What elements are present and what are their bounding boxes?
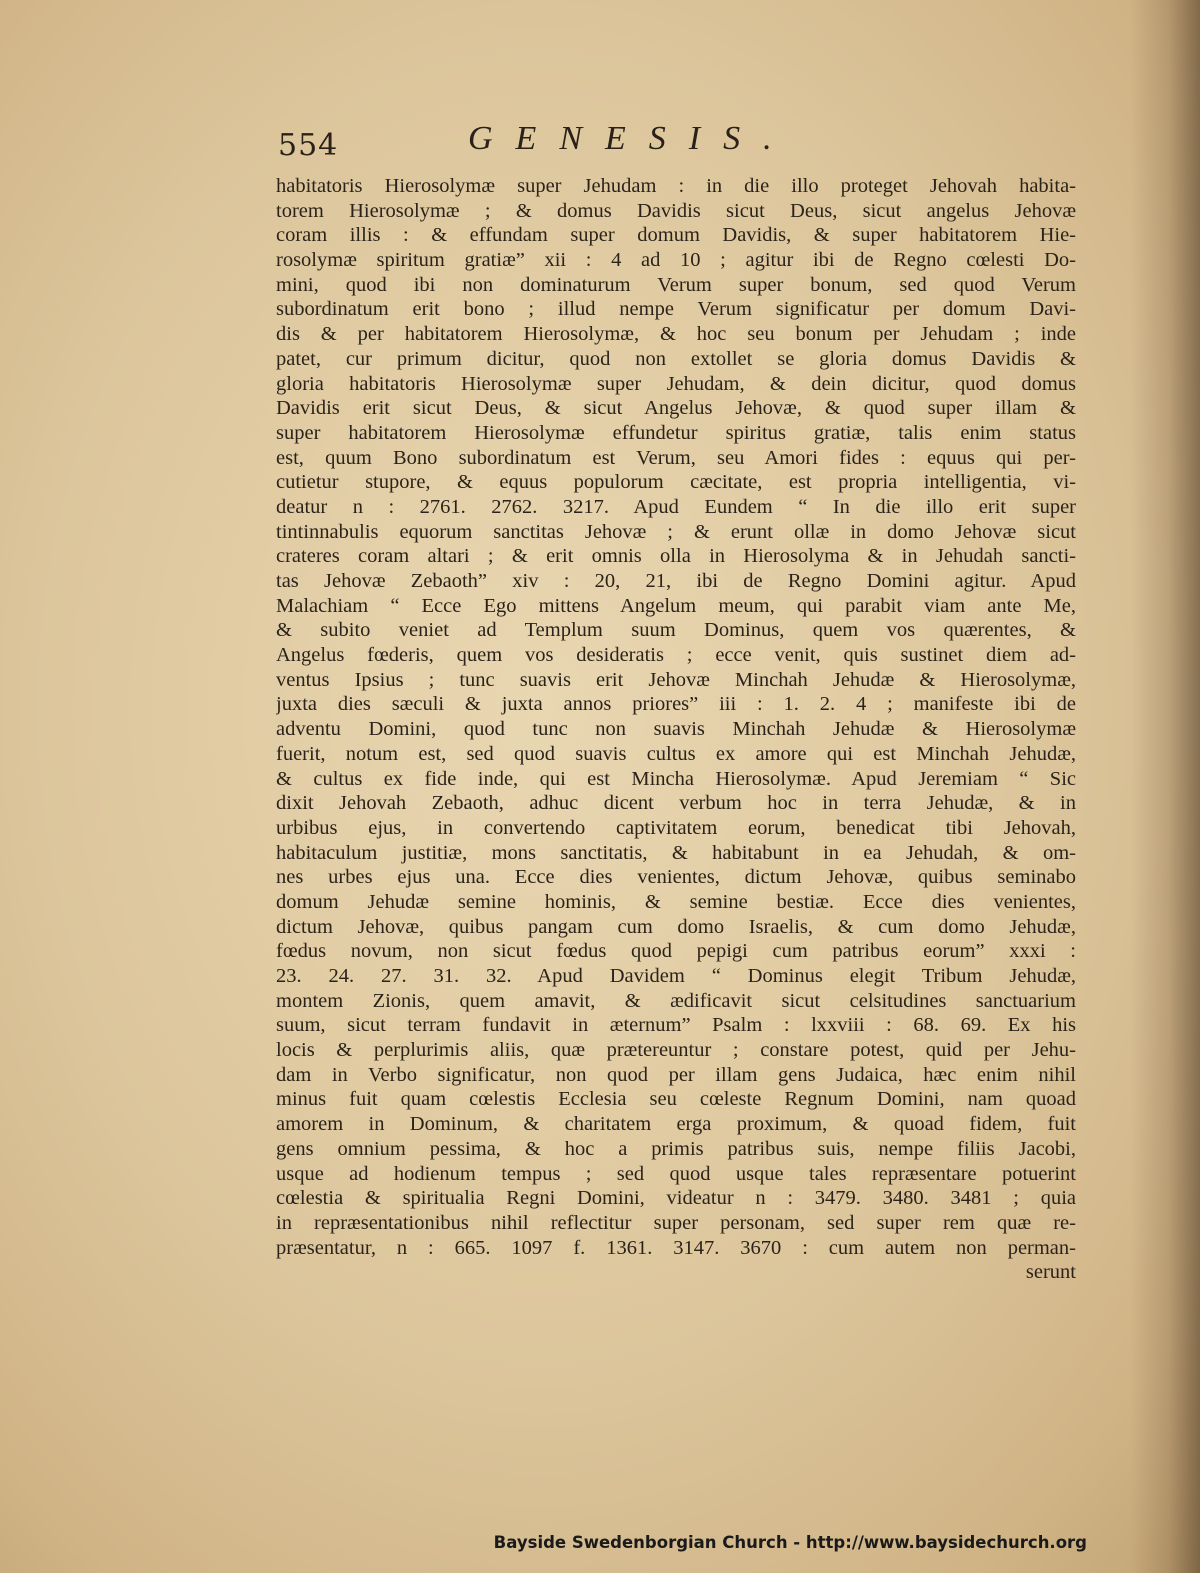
text-line: minus fuit quam cœlestis Ecclesia seu cœleste Regnum Domini, nam quoad <box>276 1088 1076 1111</box>
text-line: dictum Jehovæ, quibus pangam cum domo Israelis, & cum domo Jehudæ, <box>276 915 1076 938</box>
text-line: fuerit, notum est, sed quod suavis cultus ex amore qui est Minchah Jehudæ, <box>276 742 1076 765</box>
page-number: 554 <box>278 128 339 163</box>
text-line: dis & per habitatorem Hierosolymæ, & hoc seu bonum per Jehudam ; inde <box>276 323 1076 346</box>
running-title: GENESIS. <box>468 120 795 157</box>
text-line: rosolymæ spiritum gratiæ” xii : 4 ad 10 ; agitur ibi de Regno cœlesti Do- <box>276 249 1076 272</box>
text-line: adventu Domini, quod tunc non suavis Minchah Jehudæ & Hierosolymæ <box>276 718 1076 741</box>
text-line: dixit Jehovah Zebaoth, adhuc dicent verbum hoc in terra Jehudæ, & in <box>276 792 1076 815</box>
text-line: 23. 24. 27. 31. 32. Apud Davidem “ Dominus elegit Tribum Jehudæ, <box>276 965 1076 987</box>
text-line: dam in Verbo significatur, non quod per illam gens Judaica, hæc enim nihil <box>276 1063 1076 1086</box>
text-line: fœdus novum, non sicut fœdus quod pepigi cum patribus eorum” xxxi : <box>276 940 1076 963</box>
text-line: cœlestia & spiritualia Regni Domini, videatur n : 3479. 3480. 3481 ; quia <box>276 1187 1076 1210</box>
credit-watermark: Bayside Swedenborgian Church - http://www.baysidechurch.org <box>493 1533 1087 1552</box>
body-text <box>276 174 1076 1285</box>
text-line: crateres coram altari ; & erit omnis olla in Hierosolyma & in Jehudah sancti- <box>276 545 1076 568</box>
text-line: Davidis erit sicut Deus, & sicut Angelus Jehovæ, & quod super illam & <box>276 397 1076 420</box>
text-line: præsentatur, n : 665. 1097 f. 1361. 3147. 3670 : cum autem non perman- <box>276 1236 1076 1259</box>
text-line: habitaculum justitiæ, mons sanctitatis, & habitabunt in ea Jehudah, & om- <box>276 841 1076 864</box>
text-line: juxta dies sæculi & juxta annos priores” iii : 1. 2. 4 ; manifeste ibi de <box>276 693 1076 716</box>
text-line: & cultus ex fide inde, qui est Mincha Hierosolymæ. Apud Jeremiam “ Sic <box>276 767 1076 790</box>
text-line: urbibus ejus, in convertendo captivitatem eorum, benedicat tibi Jehovah, <box>276 816 1076 839</box>
text-line: & subito veniet ad Templum suum Dominus, quem vos quærentes, & <box>276 619 1076 642</box>
text-line: gloria habitatoris Hierosolymæ super Jehudam, & dein dicitur, quod domus <box>276 372 1076 395</box>
text-line: usque ad hodienum tempus ; sed quod usque tales repræsentare potuerint <box>276 1162 1076 1185</box>
text-line: locis & perplurimis aliis, quæ prætereuntur ; constare potest, quid per Jehu- <box>276 1039 1076 1062</box>
text-line: suum, sicut terram fundavit in æternum” Psalm : lxxviii : 68. 69. Ex his <box>276 1014 1076 1037</box>
text-line: tas Jehovæ Zebaoth” xiv : 20, 21, ibi de Regno Domini agitur. Apud <box>276 570 1076 592</box>
text-line: montem Zionis, quem amavit, & ædificavit sicut celsitudines sanctuarium <box>276 989 1076 1012</box>
text-line: Angelus fœderis, quem vos desideratis ; ecce venit, quis sustinet diem ad- <box>276 644 1076 667</box>
text-line: in repræsentationibus nihil reflectitur super personam, sed super rem quæ re- <box>276 1211 1076 1234</box>
text-line: amorem in Dominum, & charitatem erga proximum, & quoad fidem, fuit <box>276 1113 1076 1136</box>
text-line: super habitatorem Hierosolymæ effundetur spiritus gratiæ, talis enim status <box>276 421 1076 444</box>
text-line: ventus Ipsius ; tunc suavis erit Jehovæ Minchah Jehudæ & Hierosolymæ, <box>276 668 1076 691</box>
text-line: nes urbes ejus una. Ecce dies venientes, dictum Jehovæ, quibus seminabo <box>276 866 1076 889</box>
text-line: deatur n : 2761. 2762. 3217. Apud Eundem “ In die illo erit super <box>276 495 1076 518</box>
text-line: habitatoris Hierosolymæ super Jehudam : in die illo proteget Jehovah habita- <box>276 175 1076 197</box>
text-line: cutietur stupore, & equus populorum cæcitate, est propria intelligentia, vi- <box>276 471 1076 494</box>
text-line: serunt <box>1025 1261 1076 1284</box>
text-line: tintinnabulis equorum sanctitas Jehovæ ; & erunt ollæ in domo Jehovæ sicut <box>276 520 1076 543</box>
text-line: gens omnium pessima, & hoc a primis patribus suis, nempe filiis Jacobi, <box>276 1137 1076 1160</box>
text-line: domum Jehudæ semine hominis, & semine bestiæ. Ecce dies venientes, <box>276 890 1076 913</box>
text-line: coram illis : & effundam super domum Davidis, & super habitatorem Hie- <box>276 224 1076 247</box>
text-line: torem Hierosolymæ ; & domus Davidis sicut Deus, sicut angelus Jehovæ <box>276 199 1076 222</box>
text-line: Malachiam “ Ecce Ego mittens Angelum meum, qui parabit viam ante Me, <box>276 594 1076 617</box>
text-line: est, quum Bono subordinatum est Verum, seu Amori fides : equus qui per- <box>276 446 1076 469</box>
text-line: patet, cur primum dicitur, quod non extollet se gloria domus Davidis & <box>276 347 1076 370</box>
text-line: mini, quod ibi non dominaturum Verum super bonum, sed quod Verum <box>276 273 1076 296</box>
binding-shadow <box>1130 0 1200 1573</box>
text-line: subordinatum erit bono ; illud nempe Verum significatur per domum Davi- <box>276 298 1076 321</box>
